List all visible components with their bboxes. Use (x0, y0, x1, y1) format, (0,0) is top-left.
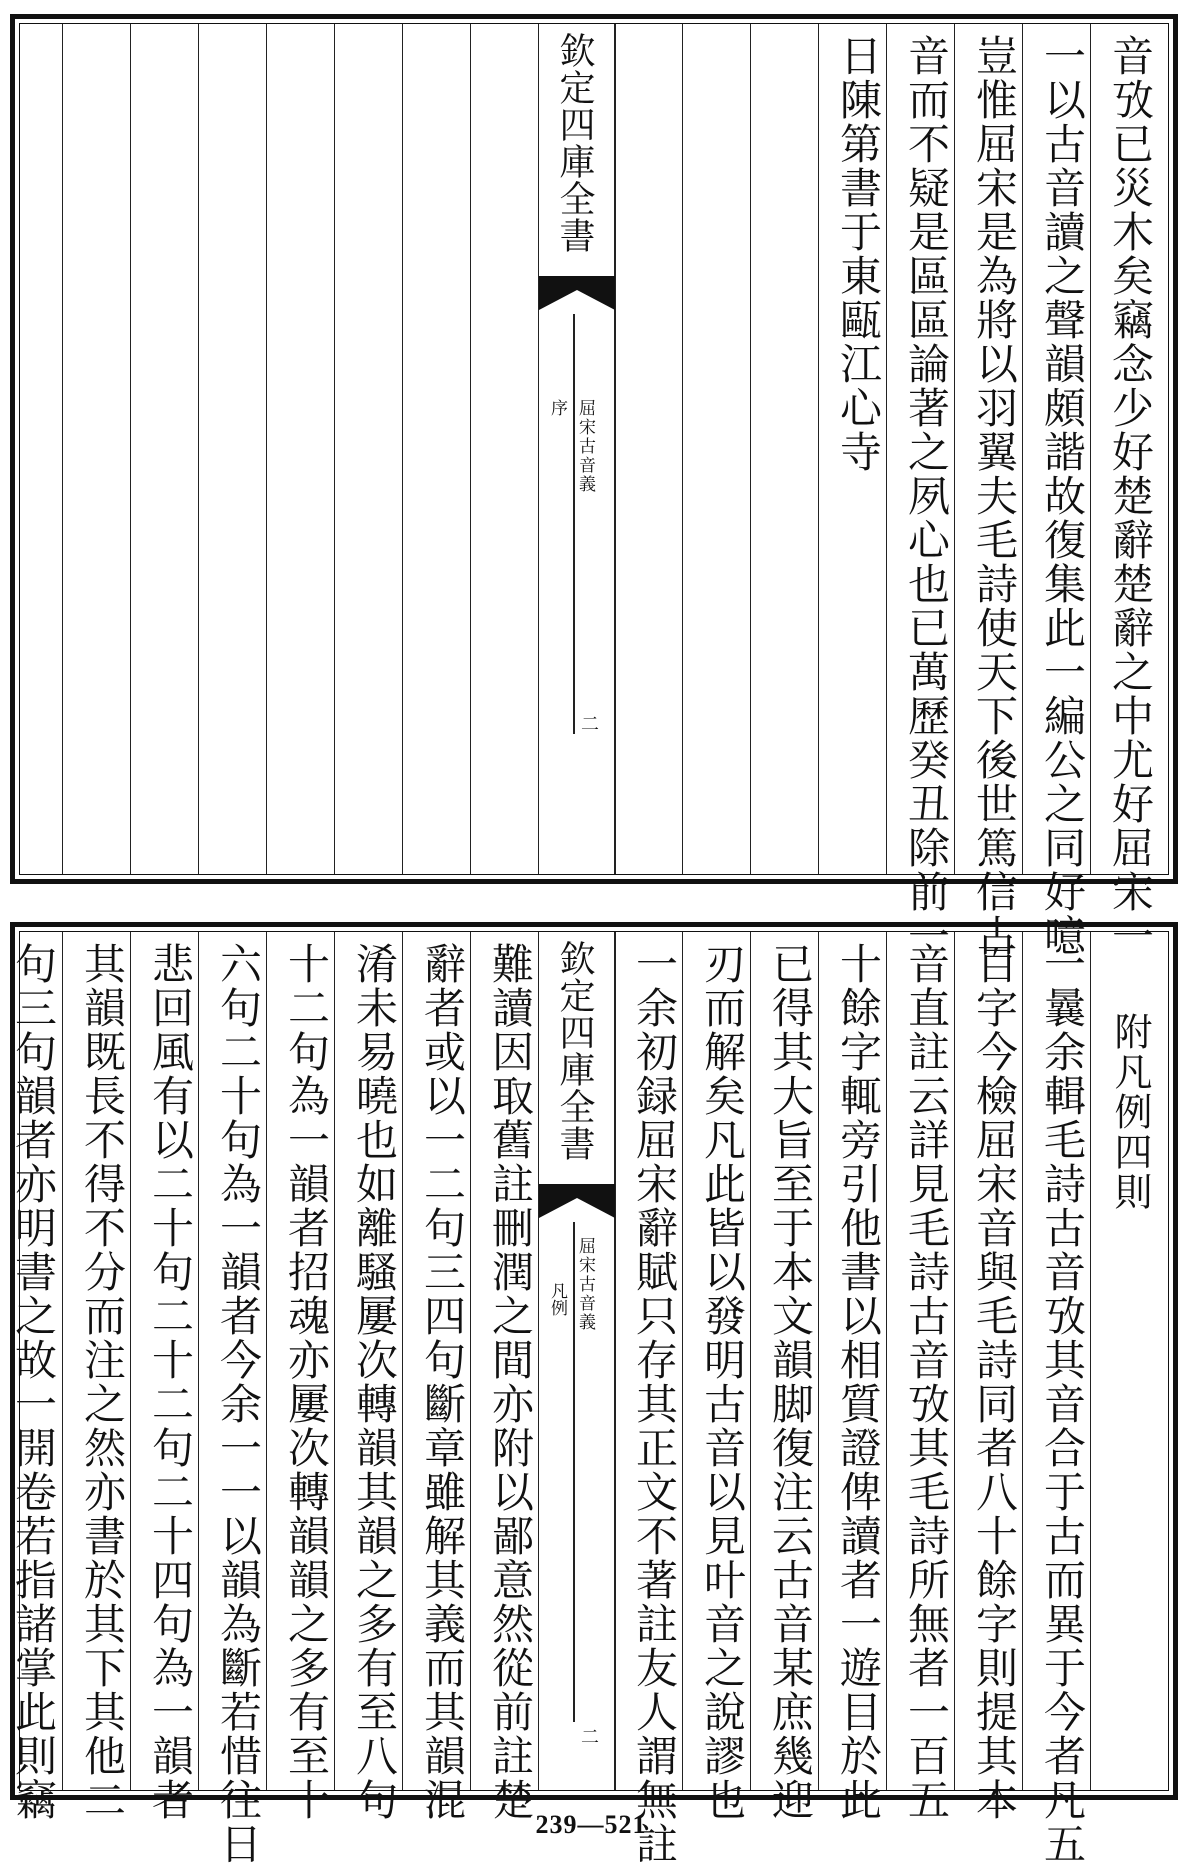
bottom-text-column-12: 六句二十句為一韻者今余一一以韻為斷若惜往日 (198, 932, 267, 1790)
top-empty-column (682, 24, 751, 874)
appendix-heading: 附凡例四則 (1108, 1012, 1152, 1212)
top-text-column-5: 日陳第書于東甌江心寺 (818, 24, 887, 874)
top-empty-column (130, 24, 199, 874)
top-empty-column (198, 24, 267, 874)
bottom-text-column-1: 一曩余輯毛詩古音攷其音合于古而異于今者凡五 (1022, 932, 1091, 1790)
top-empty-column (62, 24, 131, 874)
top-empty-column (266, 24, 335, 874)
fishtail-icon (539, 276, 615, 310)
bottom-text-column-2: 百字今檢屈宋音與毛詩同者八十餘字則提其本 (954, 932, 1023, 1790)
bottom-text-column-9: 辭者或以一二句三四句斷章雖解其義而其韻混 (402, 932, 471, 1790)
bottom-text-column-4: 十餘字輒旁引他書以相質證俾讀者一遊目於此 (818, 932, 887, 1790)
top-page (10, 14, 1178, 958)
bottom-center-fold (538, 932, 616, 1790)
top-empty-column (470, 24, 539, 874)
top-book-subtitle: 屈宋古音義 (575, 399, 595, 494)
top-empty-column (614, 24, 683, 874)
top-page-number: 二 (578, 714, 599, 732)
bottom-book-title: 欽定四庫全書 (554, 940, 595, 1162)
top-text-column-1: 音攷已災木矣竊念少好楚辭楚辭之中尤好屈宋一 (1090, 24, 1159, 874)
bottom-text-column-10: 淆未易曉也如離騷屢次轉韻其韻之多有至八句 (334, 932, 403, 1790)
bottom-text-column-6: 刃而解矣凡此皆以發明古音以見叶音之說謬也 (682, 932, 751, 1790)
top-empty-column (750, 24, 819, 874)
fishtail-icon (539, 1184, 615, 1218)
bottom-text-column-8: 難讀因取舊註刪潤之間亦附以鄙意然從前註楚 (470, 932, 539, 1790)
bottom-page-number: 二 (578, 1727, 599, 1745)
top-text-column-2: 一以古音讀之聲韻頗諧故復集此一編公之同好噫 (1022, 24, 1091, 874)
top-section-label: 序 (547, 399, 567, 416)
bottom-book-subtitle: 屈宋古音義 (575, 1237, 595, 1332)
bottom-text-column-7: 一余初録屈宋辭賦只存其正文不著註友人謂無註 (614, 932, 683, 1790)
volume-page-footer: 239—521 (535, 1810, 647, 1839)
top-empty-column (402, 24, 471, 874)
top-book-title: 欽定四庫全書 (554, 32, 595, 254)
top-text-column-4: 音而不疑是區區論著之夙心也已萬歷癸丑除前一 (886, 24, 955, 874)
top-center-fold (538, 24, 616, 874)
bottom-text-column-15: 句三句韻者亦明書之故一開卷若指諸掌此則竊 (9, 942, 58, 1822)
top-page-frame (19, 23, 1169, 958)
top-center-rule (573, 314, 575, 734)
bottom-text-column-3: 音直註云詳見毛詩古音攷其毛詩所無者一百五 (886, 932, 955, 1790)
bottom-text-column-14: 其韻既長不得不分而注之然亦書於其下其他二 (62, 932, 131, 1790)
bottom-text-column-5: 已得其大旨至于本文韻脚復注云古音某庶幾迎 (750, 932, 819, 1790)
bottom-section-label: 凡例 (547, 1282, 567, 1316)
top-empty-column (334, 24, 403, 874)
bottom-heading-column (1090, 932, 1159, 1790)
bottom-text-column-11: 十二句為一韻者招魂亦屢次轉韻韻之多有至十 (266, 932, 335, 1790)
bottom-text-column-13: 悲回風有以二十句二十二句二十四句為一韻者 (130, 932, 199, 1790)
top-text-column-3: 豈惟屈宋是為將以羽翼夫毛詩使天下後世篤信古 (954, 24, 1023, 874)
